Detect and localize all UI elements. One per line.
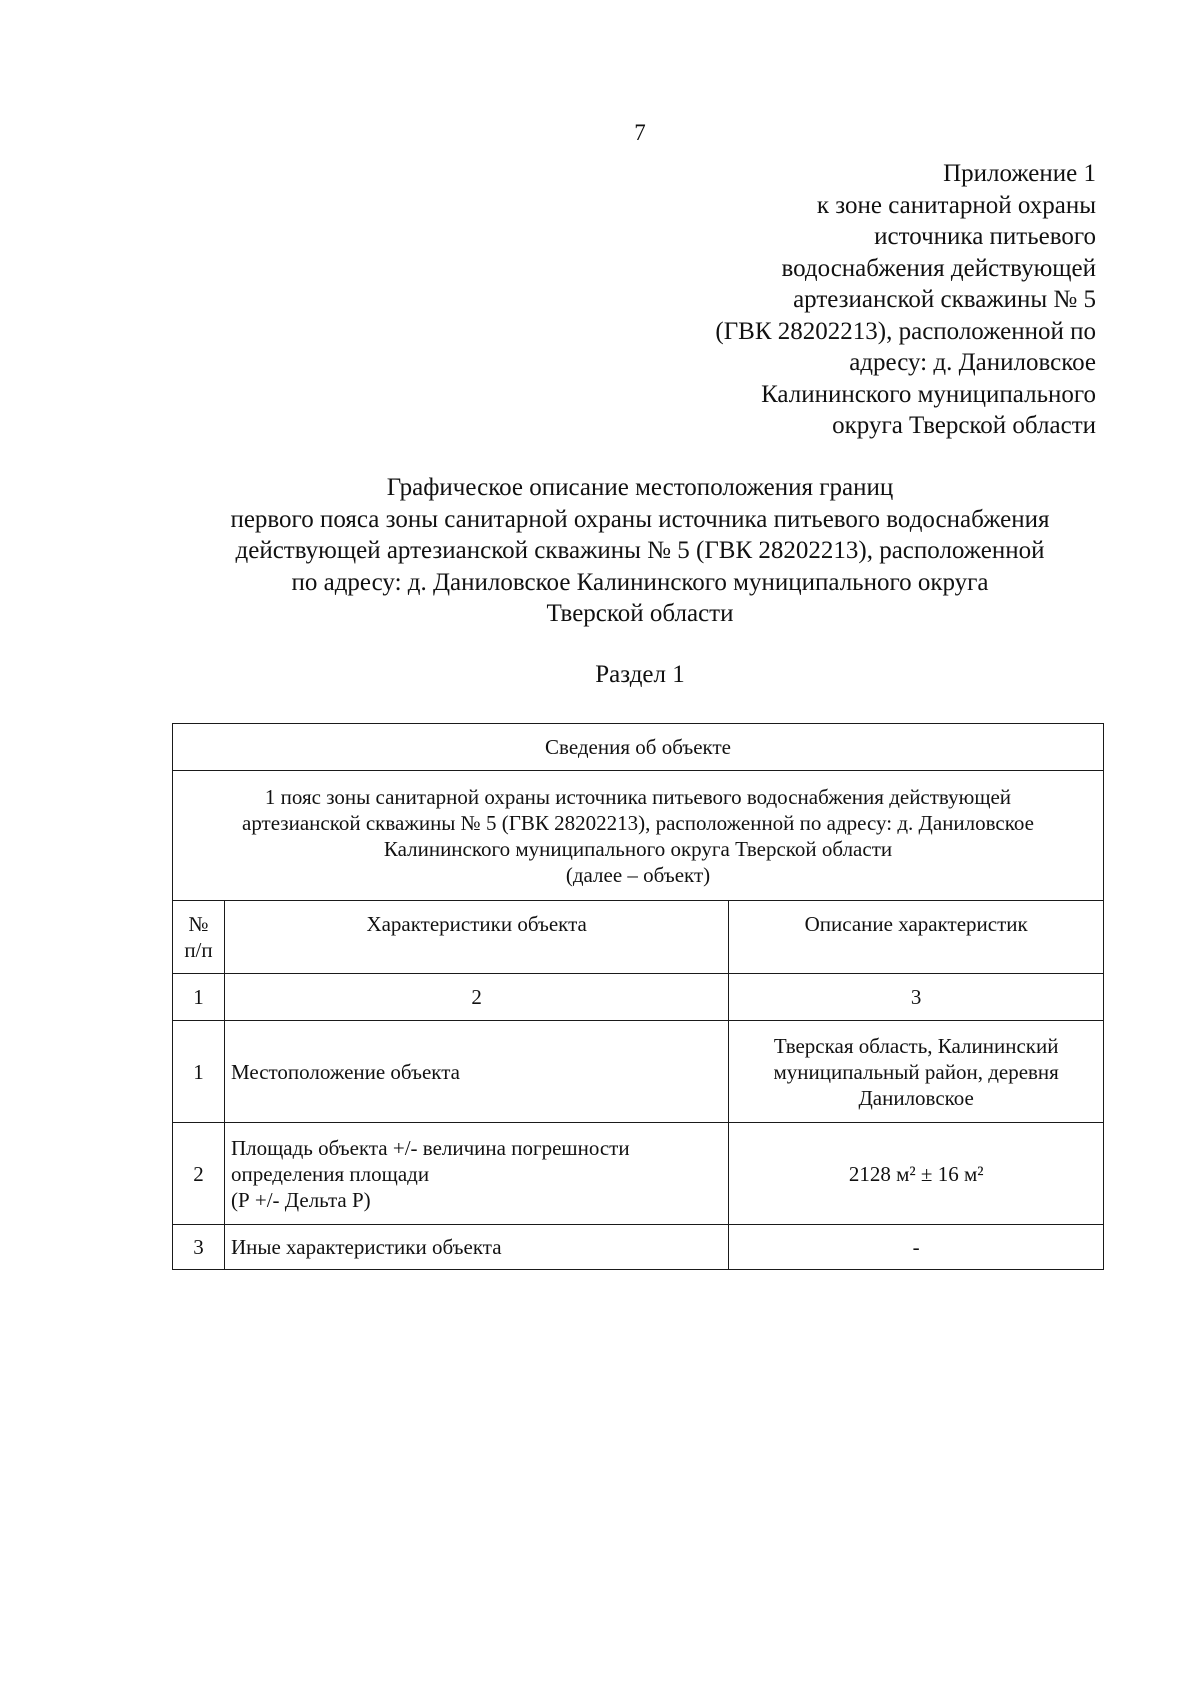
- row-characteristic-line: определения площади: [230, 1161, 430, 1186]
- object-description-line: Калининского муниципального округа Тверской области: [383, 836, 893, 861]
- column-header-num-line: №: [188, 912, 209, 936]
- row-number: 3: [173, 1225, 225, 1270]
- row-value-line: Даниловское: [858, 1085, 974, 1110]
- appendix-block: [576, 158, 1096, 442]
- appendix-line: округа Тверской области: [832, 412, 1096, 439]
- title-line: по адресу: д. Даниловское Калининского муниципального округа: [291, 568, 989, 596]
- page-number: 7: [634, 120, 646, 145]
- document-title: [150, 472, 1130, 630]
- title-line: действующей артезианской скважины № 5 (ГВК 28202213), расположенной: [235, 537, 1045, 564]
- table-row: [173, 1123, 1104, 1225]
- object-description: [173, 771, 1104, 901]
- column-number: 3: [729, 974, 1104, 1021]
- column-number: 2: [224, 974, 728, 1021]
- column-number: 1: [173, 974, 225, 1021]
- row-value: [729, 1021, 1104, 1123]
- table-header-row: [173, 724, 1104, 771]
- object-info-table: [172, 723, 1104, 1270]
- object-description-line: 1 пояс зоны санитарной охраны источника питьевого водоснабжения действующей: [264, 784, 1012, 809]
- table-header: Сведения об объекте: [173, 724, 1104, 771]
- row-characteristic: [224, 1123, 728, 1225]
- appendix-line: (ГВК 28202213), расположенной по: [715, 317, 1096, 345]
- appendix-line: Калининского муниципального: [761, 380, 1096, 408]
- object-description-line: артезианской скважины № 5 (ГВК 28202213), расположенной по адресу: д. Даниловское: [242, 810, 1034, 835]
- section-heading: Раздел 1: [595, 661, 685, 688]
- row-value-line: муниципальный район, деревня: [773, 1059, 1059, 1084]
- column-number-row: [173, 974, 1104, 1021]
- row-number: 2: [173, 1123, 225, 1225]
- table-row: [173, 1021, 1104, 1123]
- row-number: 1: [173, 1021, 225, 1123]
- appendix-line: Приложение 1: [943, 160, 1096, 187]
- appendix-line: артезианской скважины № 5: [793, 286, 1096, 313]
- row-value: -: [729, 1225, 1104, 1270]
- column-header-characteristic: Характеристики объекта: [224, 901, 728, 974]
- table-row: [173, 1225, 1104, 1270]
- row-characteristic-line: Площадь объекта +/- величина погрешности: [230, 1135, 630, 1160]
- appendix-line: водоснабжения действующей: [781, 254, 1096, 282]
- object-description-row: [173, 771, 1104, 901]
- appendix-line: к зоне санитарной охраны: [816, 191, 1096, 219]
- column-header-num: [173, 901, 225, 974]
- title-line: Графическое описание местоположения границ: [386, 474, 894, 501]
- column-header-description: Описание характеристик: [729, 901, 1104, 974]
- appendix-line: источника питьевого: [874, 223, 1096, 250]
- row-characteristic-line: (Р +/- Дельта Р): [230, 1187, 371, 1212]
- column-header-row: [173, 901, 1104, 974]
- appendix-line: адресу: д. Даниловское: [849, 349, 1096, 376]
- title-line: Тверской области: [546, 600, 734, 627]
- column-header-num-line: п/п: [184, 938, 213, 962]
- object-description-line: (далее – объект): [565, 862, 711, 887]
- row-characteristic: Иные характеристики объекта: [224, 1225, 728, 1270]
- row-value-line: Тверская область, Калининский: [773, 1033, 1059, 1058]
- row-value: 2128 м² ± 16 м²: [729, 1123, 1104, 1225]
- title-line: первого пояса зоны санитарной охраны источника питьевого водоснабжения: [230, 505, 1050, 533]
- row-characteristic: Местоположение объекта: [224, 1021, 728, 1123]
